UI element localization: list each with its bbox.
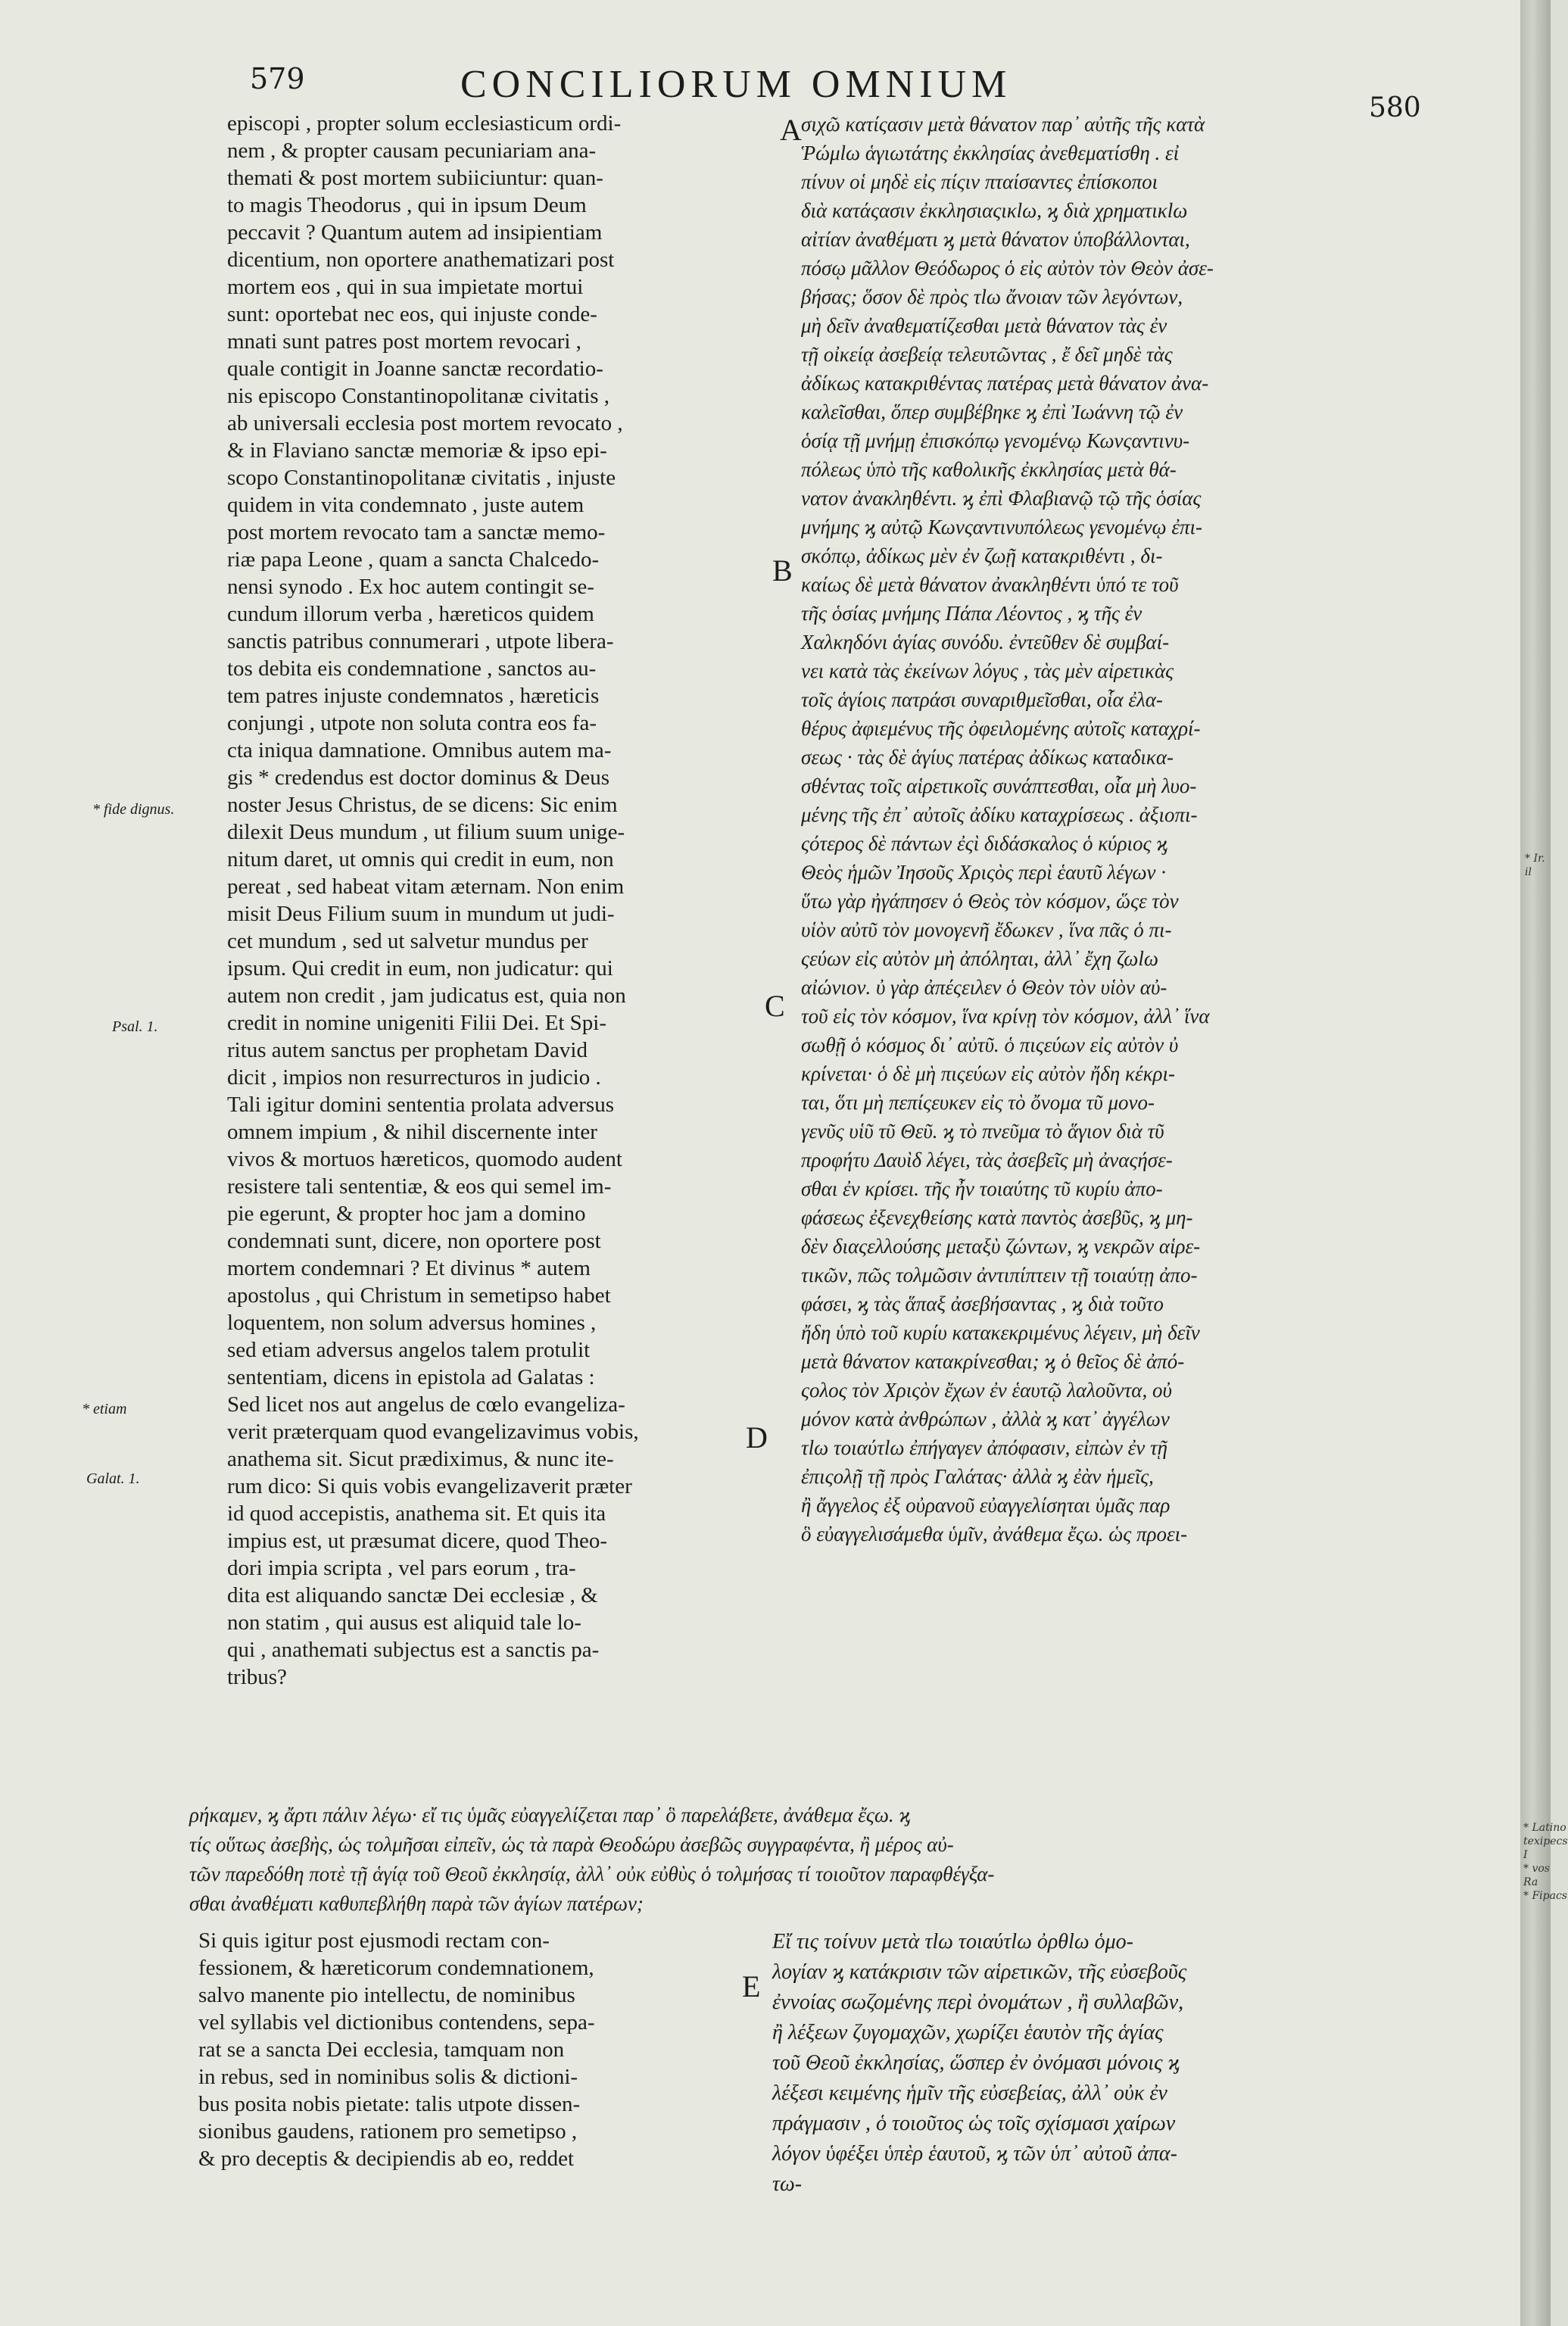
greek-full-text-line: σθαι ἀναθέματι καθυπεβλήθη παρὰ τῶν ἁγίων πατέρων; (189, 1892, 644, 1915)
latin-text-line: condemnati sunt, dicere, non oportere post (227, 1229, 601, 1253)
latin-text-line: ab universali ecclesia post mortem revocato , (227, 411, 623, 435)
latin-text-line: ritus autem sanctus per prophetam David (227, 1038, 588, 1062)
latin-bottom-text-line: vel syllabis vel dictionibus contendens, sepa- (198, 2010, 595, 2034)
latin-text-line: sanctis patribus connumerari , utpote libera- (227, 629, 614, 653)
greek-text-line: δὲν διαςελλούσης μεταξὺ ζώντων, ϗ νεκρῶν αἱρε- (801, 1235, 1201, 1258)
greek-bottom-text-line: λέξεσι κειμένης ἡμῖν τῆς εὐσεβείας, ἀλλ᾽ οὐκ ἐν (772, 2081, 1167, 2105)
latin-bottom-text-line: Si quis igitur post ejusmodi rectam con- (198, 1928, 550, 1953)
greek-text-line: σκόπῳ, ἀδίκως μὲν ἐν ζωῇ κατακριθέντι , δι- (801, 544, 1163, 567)
latin-text-line: mortem condemnari ? Et divinus * autem (227, 1256, 591, 1280)
latin-bottom-text-line: rat se a sancta Dei ecclesia, tamquam non (198, 2038, 565, 2062)
latin-text-line: dita est aliquando sanctæ Dei ecclesiæ , & (227, 1583, 598, 1607)
latin-text-line: pie egerunt, & propter hoc jam a domino (227, 1202, 586, 1226)
latin-text-line: resistere tali sententiæ, & eos qui semel im- (227, 1174, 612, 1199)
greek-text-line: ὃ εὐαγγελισάμεθα ὑμῖν, ἀνάθεμα ἔςω. ὡς προει- (801, 1523, 1188, 1545)
page-number-left: 579 (250, 62, 305, 95)
latin-text-line: sententiam, dicens in epistola ad Galatas : (227, 1365, 595, 1389)
greek-text-line: σεως · τὰς δὲ ἁγίυς πατέρας ἀδίκως καταδικα- (801, 746, 1174, 769)
latin-text-line: apostolus , qui Christum in semetipso habet (227, 1283, 611, 1308)
greek-text-line: πίνυν οἱ μηδὲ εἰς πίςιν πταίσαντες ἐπίσκοποι (801, 170, 1158, 193)
greek-text-line: ςολος τὸν Χριςὸν ἔχων ἐν ἑαυτῷ λαλοῦντα, οὐ (801, 1379, 1172, 1402)
greek-text-line: τικῶν, πῶς τολμῶσιν ἀντιπίπτειν τῇ τοιαύτῃ ἀπο- (801, 1264, 1198, 1286)
greek-text-line: τοῖς ἁγίοις πατράσι συναριθμεῖσθαι, οἷα ἐλα- (801, 688, 1163, 711)
greek-text-line: ἀδίκως κατακριθέντας πατέρας μετὰ θάνατον ἀνα- (801, 372, 1209, 394)
latin-text-line: Tali igitur domini sententia prolata adversus (227, 1093, 614, 1117)
greek-bottom-text-line: ἢ λέξεων ζυγομαχῶν, χωρίζει ἑαυτὸν τῆς ἁγίας (772, 2021, 1164, 2044)
latin-text-line: nis episcopo Constantinopolitanæ civitatis , (227, 384, 610, 408)
latin-text-line: rum dico: Si quis vobis evangelizaverit præter (227, 1474, 632, 1498)
greek-text-line: θέρυς ἀφιεμένυς τῆς ὀφειλομένης αὐτοῖς καταχρί- (801, 717, 1201, 740)
greek-text-line: κρίνεται· ὁ δὲ μὴ πιςεύων εἰς αὐτὸν ἤδη κέκρι- (801, 1062, 1175, 1085)
greek-text-line: ἤδη ὑπὸ τοῦ κυρίυ κατακεκριμένυς λέγειν, μὴ δεῖν (801, 1321, 1200, 1344)
greek-text-line: ἢ ἄγγελος ἐξ οὐρανοῦ εὐαγγελίσηται ὑμᾶς παρ (801, 1494, 1171, 1517)
greek-text-line: σθαι ἐν κρίσει. τῆς ἦν τοιαύτης τῦ κυρίυ ἀπο- (801, 1177, 1163, 1200)
margin-note-etiam: * etiam (82, 1401, 127, 1417)
latin-text-line: quidem in vita condemnato , juste autem (227, 493, 584, 517)
latin-text-line: verit præterquam quod evangelizavimus vobis, (227, 1420, 639, 1444)
greek-text-line: προφήτυ Δαυὶδ λέγει, τὰς ἀσεβεῖς μὴ ἀναςήσε- (801, 1149, 1173, 1171)
greek-bottom-text-line: λογίαν ϗ κατάκρισιν τῶν αἱρετικῶν, τῆς εὐσεβοῦς (772, 1960, 1187, 1984)
greek-full-text-line: τίς οὕτως ἀσεβὴς, ὡς τολμῆσαι εἰπεῖν, ὡς τὰ παρὰ Θεοδώρυ ἀσεβῶς συγγραφέντα, ἢ μέρος αὐ- (189, 1833, 954, 1856)
page-number-right: 580 (1369, 92, 1421, 123)
latin-text-line: cundum illorum verba , hæreticos quidem (227, 602, 594, 626)
greek-text-line: υἱὸν αὐτῦ τὸν μονογενῆ ἔδωκεν , ἵνα πᾶς ὁ πι- (801, 918, 1172, 941)
latin-text-line: nem , & propter causam pecuniariam ana- (227, 139, 597, 163)
greek-text-line: μένης τῆς ἐπ᾽ αὐτοῖς ἀδίκυ καταχρίσεως . ἀξιοπι- (801, 803, 1198, 826)
greek-text-line: τοῦ εἰς τὸν κόσμον, ἵνα κρίνῃ τὸν κόσμον, ἀλλ᾽ ἵνα (801, 1005, 1210, 1027)
greek-text-line: φάσει, ϗ τὰς ἅπαξ ἀσεβήσαντας , ϗ διὰ τοῦτο (801, 1292, 1164, 1315)
greek-text-line: μετὰ θάνατον κατακρίνεσθαι; ϗ ὁ θεῖος δὲ ἀπό- (801, 1350, 1185, 1373)
greek-bottom-text-line: τοῦ Θεοῦ ἐκκλησίας, ὥσπερ ἐν ὀνόμασι μόνοις ϗ (772, 2051, 1180, 2075)
latin-text-line: & in Flaviano sanctæ memoriæ & ipso epi- (227, 438, 607, 463)
greek-text-line: Θεὸς ἡμῶν Ἰησοῦς Χριςὸς περὶ ἑαυτῦ λέγων · (801, 861, 1167, 884)
latin-text-line: scopo Constantinopolitanæ civitatis , injuste (227, 466, 616, 490)
latin-text-line: to magis Theodorus , qui in ipsum Deum (227, 193, 587, 217)
latin-text-line: sed etiam adversus angelos talem protulit (227, 1338, 591, 1362)
greek-bottom-column (772, 1927, 1186, 2200)
greek-text-line: σωθῇ ὁ κόσμος δι᾽ αὐτῦ. ὁ πιςεύων εἰς αὐτὸν ὐ (801, 1034, 1179, 1056)
latin-text-line: autem non credit , jam judicatus est, quia non (227, 984, 626, 1008)
latin-text-line: mnati sunt patres post mortem revocari , (227, 329, 581, 354)
greek-text-line: ςεύων εἰς αὐτὸν μὴ ἀπόληται, ἀλλ᾽ ἔχη ζωlω (801, 947, 1158, 970)
latin-text-line: dicentium, non oportere anathematizari post (227, 248, 615, 272)
greek-bottom-text-line: τω- (772, 2172, 803, 2196)
latin-text-line: impius est, ut præsumat dicere, quod Theo- (227, 1529, 608, 1553)
latin-column (227, 110, 639, 1691)
latin-text-line: riæ papa Leone , quam a sancta Chalcedo- (227, 547, 600, 572)
latin-bottom-text-line: sionibus gaudens, rationem pro semetipso , (198, 2119, 578, 2144)
latin-text-line: dilexit Deus mundum , ut filium suum unige- (227, 820, 625, 844)
greek-text-line: νει κατὰ τὰς ἐκείνων λόγυς , τὰς μὲν αἱρετικὰς (801, 659, 1174, 682)
greek-text-line: σιχῶ κατίςασιν μετὰ θάνατον παρ᾽ αὐτῆς τῆς κατὰ (801, 113, 1205, 136)
greek-text-line: αἰτίαν ἀναθέματι ϗ μετὰ θάνατον ὑποβάλλονται, (801, 228, 1190, 251)
greek-text-line: καίως δὲ μετὰ θάνατον ἀνακληθέντι ὑπό τε τοῦ (801, 573, 1179, 596)
running-title: CONCILIORUM OMNIUM (460, 63, 1012, 106)
greek-text-line: τῆς ὁσίας μνήμης Πάπα Λέοντος , ϗ τῆς ἐν (801, 602, 1142, 625)
latin-text-line: non statim , qui ausus est aliquid tale lo- (227, 1610, 581, 1635)
greek-text-line: μὴ δεῖν ἀναθεματίζεσθαι μετὰ θάνατον τὰς ἐν (801, 314, 1167, 337)
latin-text-line: nensi synodo . Ex hoc autem contingit se- (227, 575, 594, 599)
edge-note-top: * Ir. il (1525, 853, 1545, 878)
latin-text-line: peccavit ? Quantum autem ad insipientiam (227, 220, 603, 245)
section-letter-b: B (772, 553, 793, 588)
latin-text-line: noster Jesus Christus, de se dicens: Sic enim (227, 793, 618, 817)
section-letter-a: A (780, 113, 802, 147)
latin-text-line: vivos & mortuos hæreticos, quomodo audent (227, 1147, 622, 1171)
margin-note-psal: Psal. 1. (112, 1018, 158, 1035)
latin-text-line: dori impia scripta , vel pars eorum , tra- (227, 1556, 576, 1580)
greek-full-text-line: ρήκαμεν, ϗ ἄρτι πάλιν λέγω· εἴ τις ὑμᾶς εὐαγγελίζεται παρ᾽ ὃ παρελάβετε, ἀνάθεμα ἔςω. ϗ (189, 1804, 911, 1826)
latin-bottom-text-line: & pro deceptis & decipiendis ab eo, reddet (198, 2147, 575, 2171)
latin-text-line: mortem eos , qui in sua impietate mortui (227, 275, 584, 299)
section-letter-d: D (746, 1420, 768, 1455)
latin-text-line: tos debita eis condemnatione , sanctos au- (227, 656, 597, 681)
greek-bottom-text-line: λόγον ὑφέξει ὑπὲρ ἑαυτοῦ, ϗ τῶν ὑπ᾽ αὐτοῦ ἀπα- (772, 2142, 1177, 2165)
latin-bottom-text-line: in rebus, sed in nominibus solis & dictioni- (198, 2065, 578, 2089)
latin-text-line: cet mundum , sed ut salvetur mundus per (227, 929, 588, 953)
latin-bottom-column (198, 1927, 595, 2172)
greek-text-line: ὁσίᾳ τῇ μνήμῃ ἐπισκόπῳ γενομένῳ Κωνςαντινυ- (801, 429, 1190, 452)
margin-note-fide-dignus: * fide dignus. (92, 801, 175, 818)
latin-text-line: misit Deus Filium suum in mundum ut judi- (227, 902, 615, 926)
section-letter-c: C (765, 989, 785, 1023)
latin-text-line: id quod accepistis, anathema sit. Et quis ita (227, 1501, 606, 1526)
facing-page-edge (1520, 0, 1568, 2326)
greek-text-line: φάσεως ἐξενεχθείσης κατὰ παντὸς ἀσεβῦς, ϗ μη- (801, 1206, 1193, 1229)
greek-text-line: τῇ οἰκείᾳ ἀσεβείᾳ τελευτῶντας , ἔ δεῖ μηδὲ τὰς (801, 343, 1173, 366)
greek-text-line: αἰώνιον. ὐ γὰρ ἀπέςειλεν ὁ Θεὸν τὸν υἱὸν αὐ- (801, 976, 1167, 999)
latin-text-line: Sed licet nos aut angelus de cœlo evangeliza- (227, 1392, 625, 1417)
margin-note-galat: Galat. 1. (86, 1470, 140, 1487)
latin-text-line: themati & post mortem subiiciuntur: quan- (227, 166, 603, 190)
greek-full-text-line: τῶν παρεδόθη ποτὲ τῇ ἁγίᾳ τοῦ Θεοῦ ἐκκλησίᾳ, ἀλλ᾽ οὐκ εὐθὺς ὁ τολμήσας τί τοιοῦτον παραφθέγξα- (189, 1863, 995, 1885)
greek-text-line: τlω τοιαύτlω ἐπήγαγεν ἀπόφασιν, εἰπὼν ἐν τῇ (801, 1436, 1168, 1459)
greek-text-line: μόνον κατὰ ἀνθρώπων , ἀλλὰ ϗ κατ᾽ ἀγγέλων (801, 1408, 1170, 1430)
latin-text-line: post mortem revocato tam a sanctæ memo- (227, 520, 606, 544)
greek-text-line: Χαλκηδόνι ἁγίας συνόδυ. ἐντεῦθεν δὲ συμβαί- (801, 631, 1170, 653)
latin-text-line: loquentem, non solum adversus homines , (227, 1311, 597, 1335)
latin-bottom-text-line: fessionem, & hæreticorum condemnationem, (198, 1956, 594, 1980)
greek-text-line: καλεῖσθαι, ὅπερ συμβέβηκε ϗ ἐπὶ Ἰωάννη τῷ ἐν (801, 401, 1183, 423)
latin-text-line: quale contigit in Joanne sanctæ recordatio- (227, 357, 603, 381)
greek-text-line: ςότερος δὲ πάντων ἐςὶ διδάσκαλος ὁ κύριος ϗ (801, 832, 1168, 855)
greek-text-line: διὰ κατάςασιν ἐκκλησιαςικlω, ϗ διὰ χρηματικlω (801, 199, 1188, 222)
section-letter-e: E (742, 1969, 761, 2003)
greek-full-width-block (189, 1801, 994, 1919)
latin-text-line: anathema sit. Sicut prædiximus, & nunc ite- (227, 1447, 614, 1471)
latin-text-line: ipsum. Qui credit in eum, non judicatur: qui (227, 956, 613, 981)
latin-text-line: omnem impium , & nihil discernente inter (227, 1120, 597, 1144)
greek-text-line: βήσας; ὅσον δὲ πρὸς τlω ἄνοιαν τῶν λεγόντων, (801, 285, 1183, 308)
greek-bottom-text-line: πράγμασιν , ὁ τοιοῦτος ὡς τοῖς σχίσμασι χαίρων (772, 2112, 1176, 2135)
greek-text-line: μνήμης ϗ αὐτῷ Κωνςαντινυπόλεως γενομένῳ ἐπι- (801, 516, 1203, 538)
latin-text-line: sunt: oportebat nec eos, qui injuste conde- (227, 302, 597, 326)
greek-text-line: πόσῳ μᾶλλον Θεόδωρος ὁ εἰς αὐτὸν τὸν Θεὸν ἀσε- (801, 257, 1214, 279)
edge-note-bottom: * Latino texipecs I * vos Ra * Fipacs (1523, 1822, 1568, 1902)
greek-text-line: γενῦς υἱῦ τῦ Θεῦ. ϗ τὸ πνεῦμα τὸ ἅγιον διὰ τῦ (801, 1120, 1164, 1143)
latin-text-line: nitum daret, ut omnis qui credit in eum, non (227, 847, 614, 871)
latin-text-line: credit in nomine unigeniti Filii Dei. Et Spi- (227, 1011, 607, 1035)
greek-text-line: πόλεως ὑπὸ τῆς καθολικῆς ἐκκλησίας μετὰ θά- (801, 458, 1177, 481)
greek-text-line: σθέντας τοῖς αἱρετικοῖς συνάπτεσθαι, οἷα μὴ λυο- (801, 775, 1197, 797)
latin-text-line: episcopi , propter solum ecclesiasticum ordi- (227, 111, 622, 136)
latin-text-line: conjungi , utpote non soluta contra eos fa- (227, 711, 597, 735)
latin-text-line: dicit , impios non resurrecturos in judicio . (227, 1065, 601, 1090)
latin-text-line: tem patres injuste condemnatos , hæreticis (227, 684, 600, 708)
latin-text-line: tribus? (227, 1665, 287, 1689)
latin-text-line: gis * credendus est doctor dominus & Deus (227, 765, 610, 790)
greek-text-line: ἐπιςολῇ τῇ πρὸς Γαλάτας· ἀλλὰ ϗ ἐὰν ἡμεῖς, (801, 1465, 1154, 1488)
greek-text-line: ται, ὅτι μὴ πεπίςευκεν εἰς τὸ ὄνομα τῦ μονο- (801, 1091, 1155, 1114)
greek-text-line: ὕτω γὰρ ἠγάπησεν ὁ Θεὸς τὸν κόσμον, ὥςε τὸν (801, 890, 1179, 912)
latin-bottom-text-line: bus posita nobis pietate: talis utpote dissen- (198, 2092, 581, 2116)
greek-bottom-text-line: Εἴ τις τοίνυν μετὰ τlω τοιαύτlω ὀρθlω ὁμο- (772, 1930, 1133, 1953)
latin-text-line: qui , anathemati subjectus est a sanctis pa- (227, 1638, 600, 1662)
greek-text-line: νατον ἀνακληθέντι. ϗ ἐπὶ Φλαβιανῷ τῷ τῆς ὁσίας (801, 487, 1202, 510)
greek-bottom-text-line: ἐννοίας σωζομένης περὶ ὀνομάτων , ἢ συλλαβῶν, (772, 1991, 1184, 2014)
latin-bottom-text-line: salvo manente pio intellectu, de nominibus (198, 1983, 575, 2007)
greek-text-line: Ῥώμlω ἁγιωτάτης ἐκκλησίας ἀνεθεματίσθη . εἰ (801, 142, 1180, 164)
latin-text-line: cta iniqua damnatione. Omnibus autem ma- (227, 738, 612, 762)
latin-text-line: pereat , sed habeat vitam æternam. Non enim (227, 875, 625, 899)
greek-column (801, 110, 1214, 1548)
